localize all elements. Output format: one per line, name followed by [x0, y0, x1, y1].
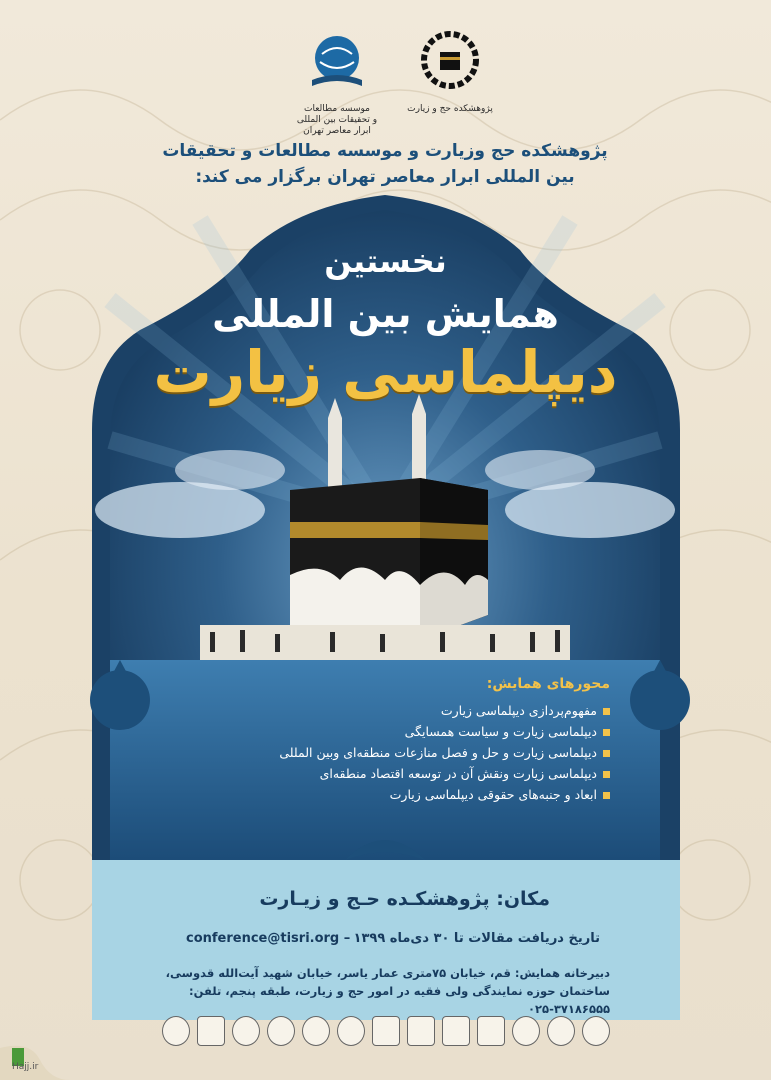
sponsor-logo-icon	[442, 1016, 470, 1046]
watermark-text: Hajj.ir	[12, 1062, 39, 1072]
sponsor-logo-icon	[302, 1016, 330, 1046]
deadline-text: تاریخ دریافت مقالات تا ۳۰ دی‌ماه ۱۳۹۹	[353, 931, 600, 946]
bullet-icon	[603, 729, 610, 736]
address-line: دبیرخانه همایش: قم، خیابان ۷۵متری عمار یاسر، خیابان شهید آیت‌الله قدوسی،	[165, 966, 610, 980]
sponsor-logo-icon	[547, 1016, 575, 1046]
sponsor-logo-icon	[232, 1016, 260, 1046]
title-conference: همایش بین المللی	[212, 292, 559, 336]
tehran-institute-logo	[282, 30, 392, 137]
topics-heading: محورهای همایش:	[486, 676, 610, 692]
address-block	[150, 964, 610, 1018]
email-link[interactable]: conference@tisri.org –	[186, 931, 351, 946]
hajj-research-caption: پژوهشکده حج و زیارت	[407, 104, 493, 114]
topics-list	[270, 700, 610, 805]
sponsor-logos	[162, 1016, 610, 1052]
address-line: ساختمان حوزه نمایندگی ولی فقیه در امور حج و زیارت، طبقه پنجم، تلفن: ۳۷۱۸۶۵۵۵-۰۲۵	[189, 984, 610, 1016]
bullet-icon	[603, 771, 610, 778]
topic-item: دیپلماسی زیارت و سیاست همسایگی	[270, 721, 610, 742]
kaaba-seal-icon	[395, 30, 505, 100]
topic-item: دیپلماسی زیارت و حل و فصل منازعات منطقه‌ای وبین المللی	[270, 742, 610, 763]
sponsor-logo-icon	[162, 1016, 190, 1046]
bullet-icon	[603, 708, 610, 715]
topic-item: دیپلماسی زیارت ونقش آن در توسعه اقتصاد منطقه‌ای	[270, 763, 610, 784]
hajj-watermark-icon	[0, 1040, 70, 1080]
sponsor-logo-icon	[197, 1016, 225, 1046]
title-first: نخستین	[324, 242, 447, 280]
bullet-icon	[603, 792, 610, 799]
bullet-icon	[603, 750, 610, 757]
location-text: مکان: پژوهشکـده حـج و زیـارت	[259, 888, 550, 910]
hajj-research-logo	[395, 30, 505, 115]
sponsor-logo-icon	[477, 1016, 505, 1046]
sponsor-logo-icon	[372, 1016, 400, 1046]
title-main: دیپلماسی زیارت	[153, 338, 618, 406]
globe-book-icon	[282, 30, 392, 100]
tehran-institute-caption: موسسه مطالعات و تحقیقات بین المللی ابرار معاصر تهران	[296, 104, 378, 136]
sponsor-logo-icon	[512, 1016, 540, 1046]
topic-item: مفهوم‌پردازی دیپلماسی زیارت	[270, 700, 610, 721]
organizer-text: پژوهشکده حج وزیارت و موسسه مطالعات و تحقیقات بین المللی ابرار معاصر تهران برگزار می کند:	[162, 141, 608, 187]
sponsor-logo-icon	[267, 1016, 295, 1046]
sponsor-logo-icon	[582, 1016, 610, 1046]
topic-item: ابعاد و جنبه‌های حقوقی دیپلماسی زیارت	[270, 784, 610, 805]
sponsor-logo-icon	[407, 1016, 435, 1046]
sponsor-logo-icon	[337, 1016, 365, 1046]
